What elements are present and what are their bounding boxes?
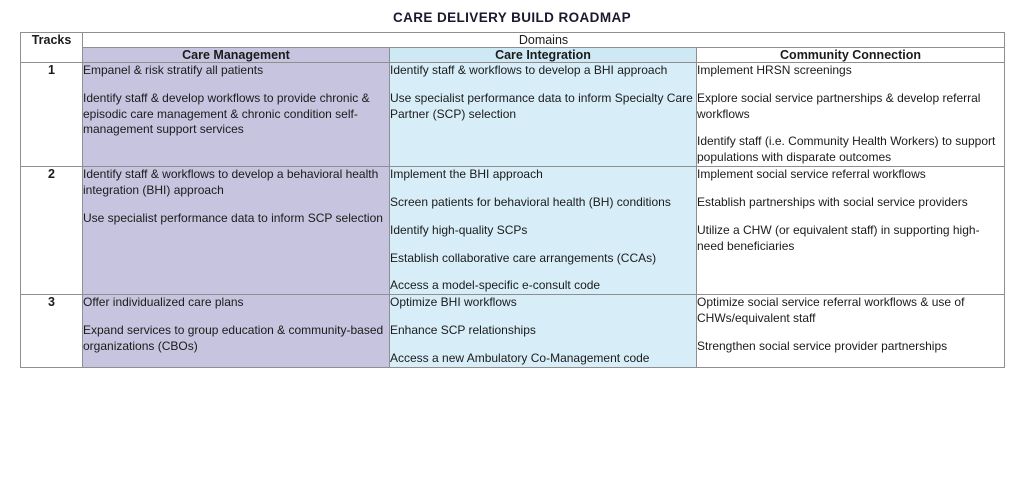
header-care-integration: Care Integration <box>390 48 697 63</box>
cell-paragraph: Strengthen social service provider partnerships <box>697 338 948 353</box>
header-community-connection: Community Connection <box>697 48 1005 63</box>
cell-paragraph: Identify staff (i.e. Community Health Workers) to support populations with disparate outcomes <box>697 134 996 165</box>
track-number: 1 <box>21 63 83 167</box>
roadmap-table <box>20 32 1005 368</box>
table-row <box>21 167 1005 295</box>
cell-paragraph: Empanel & risk stratify all patients <box>83 63 264 77</box>
page-title: CARE DELIVERY BUILD ROADMAP <box>392 10 632 25</box>
cell-paragraph: Use specialist performance data to inform SCP selection <box>83 210 383 225</box>
table-header-row-domains <box>21 33 1005 48</box>
cell-paragraph: Establish partnerships with social service providers <box>697 194 968 209</box>
track-number: 2 <box>21 167 83 295</box>
cell-paragraph: Establish collaborative care arrangements (CCAs) <box>390 250 657 265</box>
cell-paragraph: Implement HRSN screenings <box>697 63 852 77</box>
cell-paragraph: Access a new Ambulatory Co-Management code <box>390 350 650 365</box>
cell-care-management <box>83 295 390 367</box>
cell-paragraph: Identify high-quality SCPs <box>390 222 528 237</box>
table-header-row-columns <box>21 48 1005 63</box>
table-row <box>21 63 1005 167</box>
cell-care-integration <box>390 63 697 167</box>
cell-paragraph: Expand services to group education & community-based organizations (CBOs) <box>83 323 384 353</box>
cell-community-connection <box>697 63 1005 167</box>
cell-paragraph: Explore social service partnerships & develop referral workflows <box>697 90 981 121</box>
table-row <box>21 295 1005 367</box>
cell-care-integration <box>390 295 697 367</box>
header-domains: Domains <box>83 33 1005 48</box>
cell-community-connection <box>697 295 1005 367</box>
cell-paragraph: Use specialist performance data to inform Specialty Care Partner (SCP) selection <box>390 90 693 121</box>
cell-care-management <box>83 63 390 167</box>
cell-paragraph: Optimize social service referral workflows & use of CHWs/equivalent staff <box>697 295 965 326</box>
cell-paragraph: Implement the BHI approach <box>390 167 543 182</box>
cell-care-management <box>83 167 390 295</box>
cell-paragraph: Implement social service referral workflows <box>697 167 926 182</box>
cell-paragraph: Screen patients for behavioral health (BH) conditions <box>390 194 671 209</box>
header-care-management: Care Management <box>83 48 390 63</box>
cell-paragraph: Optimize BHI workflows <box>390 295 517 310</box>
cell-paragraph: Identify staff & workflows to develop a BHI approach <box>390 63 668 77</box>
cell-care-integration <box>390 167 697 295</box>
track-number: 3 <box>21 295 83 367</box>
cell-paragraph: Access a model-specific e-consult code <box>390 278 601 293</box>
cell-paragraph: Identify staff & develop workflows to provide chronic & episodic care management & chronic condition self-management support services <box>83 90 370 137</box>
cell-paragraph: Enhance SCP relationships <box>390 323 536 338</box>
header-tracks: Tracks <box>21 33 83 63</box>
cell-paragraph: Identify staff & workflows to develop a behavioral health integration (BHI) approach <box>83 167 379 197</box>
cell-paragraph: Utilize a CHW (or equivalent staff) in supporting high-need beneficiaries <box>697 222 980 253</box>
cell-paragraph: Offer individualized care plans <box>83 295 244 310</box>
cell-community-connection <box>697 167 1005 295</box>
